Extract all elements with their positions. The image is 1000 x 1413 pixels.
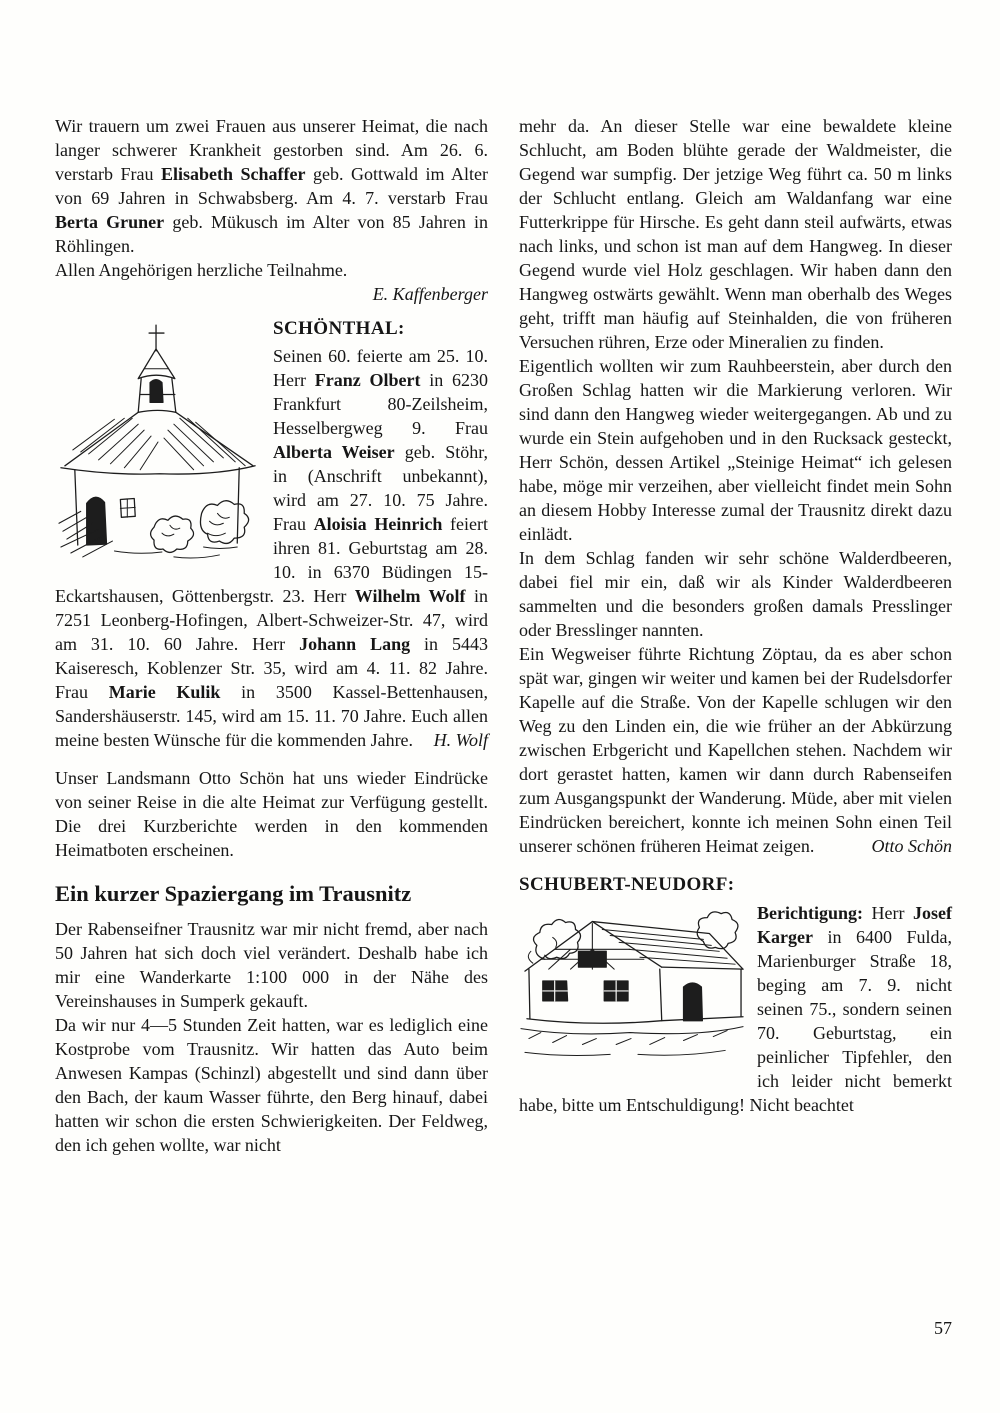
page-number: 57 [934, 1318, 952, 1338]
trausnitz-continuation-3: In dem Schlag fanden wir sehr schöne Walderdbeeren, dabei fiel mir ein, daß wir als Kinder Walderdbeeren sammelten und die besonders großen damals Presslinger oder Bresslinger nannten. [519, 548, 952, 640]
schubert-neudorf-heading: SCHUBERT-NEUDORF: [519, 874, 735, 895]
trausnitz-article-heading: Ein kurzer Spaziergang im Trausnitz [55, 881, 412, 906]
schoenthal-signature-text: H. Wolf [433, 730, 488, 750]
condolence-line: Allen Angehörigen herzliche Teilnahme. [55, 260, 348, 280]
schoenthal-heading: SCHÖNTHAL: [273, 318, 405, 339]
left-column [55, 114, 488, 1157]
obituary-paragraph: Wir trauern um zwei Frauen aus unserer Heimat, die nach langer schwerer Krankheit gestorben sind. Am 26. 6. verstarb Frau Elisabeth Schaffer geb. Gottwald im Alter von 69 Jahren in Schwabsberg. Am 4. 7. verstarb Frau Berta Gruner geb. Mükusch im Alter von 85 Jahren in Röhlingen. [55, 116, 489, 256]
schoenthal-birthdays-paragraph: Seinen 60. feierte am 25. 10. Herr Franz Olbert in 6230 Frankfurt 80-Zeilsheim, Hesselbergweg 9. Frau Alberta Weiser geb. Stöhr, in (Anschrift unbekannt), wird am 27. 10. 75 Jahre. Frau Aloisia Heinrich feiert ihren 81. Geburtstag am 28. 10. in 6370 Büdingen 15-Eckartshausen, Göttenbergstr. 23. Herr Wilhelm Wolf in 7251 Leonberg-Hofingen, Albert-Schweizer-Str. 47, wird am 31. 10. 60 Jahre. Herr Johann Lang in 5443 Kaiseresch, Koblenzer Str. 35, wird am 4. 11. 82 Jahre. Frau Marie Kulik in 3500 Kassel-Bettenhausen, Sandershäuserstr. 145, wird am 15. 11. 70 Jahre. Euch allen meine besten Wünsche für die kommenden Jahre. [55, 346, 489, 750]
right-column [519, 114, 952, 1157]
trausnitz-continuation-4: Ein Wegweiser führte Richtung Zöptau, da es aber schon spät war, gingen wir weiter und kamen bei der Rudelsdorfer Kapelle auf die Straße. Von der Kapelle schlugen wir den Weg zu den Linden ein, die wie früher an der Abkürzung zwischen Erbgericht und Kapellchen stehen. Nachdem wir dort gerastet hatten, kamen wir dann durch Rabenseifen zum Ausgangspunkt der Wanderung. Müde, aber mit vielen Eindrücken bereichert, konnte ich meinen Sohn einen Teil unserer schönen früheren Heimat zeigen. [519, 644, 952, 856]
schubert-neudorf-paragraph: Berichtigung: Herr Josef Karger in 6400 Fulda, Marienburger Straße 18, beging am 7. 9. nicht seinen 75., sondern seinen 70. Geburtstag, ein peinlicher Tipfehler, den ich leider nicht bemerkt habe, bitte um Entschuldigung! Nicht beachtet [519, 903, 952, 1115]
trausnitz-paragraph-2: Da wir nur 4—5 Stunden Zeit hatten, war es lediglich eine Kostprobe vom Trausnitz. Wir hatten das Auto beim Anwesen Kampas (Schinzl) abgestellt und sind dann über den Bach, der kaum Wasser führte, den Berg hinauf, dabei hatten wir schon die ersten Schwierigkeiten. Der Feldweg, den ich gehen wollte, war nicht [55, 1015, 488, 1155]
schoenthal-section [55, 316, 488, 752]
schubert-neudorf-section [519, 901, 952, 1117]
obituary-signature-text: E. Kaffenberger [372, 284, 488, 304]
church-sketch [55, 320, 263, 576]
trausnitz-continuation-2: Eigentlich wollten wir zum Rauhbeerstein, aber durch den Großen Schlag hatten wir die Markierung verloren. Wir sind dann den Hangweg wieder weitergegangen. Ab und zu wurde ein Stein aufgehoben und in den Rucksack gesteckt, Herr Schön, dessen Artikel „Steinige Heimat“ ich gelesen habe, möge mir verzeihen, aber vielleicht findet mein Sohn an diesem Hobby Interesse zumal der Trausnitz direkt dazu einlädt. [519, 356, 952, 544]
notice-paragraph: Unser Landsmann Otto Schön hat uns wieder Eindrücke von seiner Reise in die alte Heimat zur Verfügung gestellt. Die drei Kurzberichte werden in den kommenden Heimatboten erscheinen. [55, 768, 488, 860]
trausnitz-continuation-1: mehr da. An dieser Stelle war eine bewaldete kleine Schlucht, am Boden blühte gerade der Waldmeister, die Gegend war sumpfig. Der jetzige Weg führt ca. 50 m links der Schlucht entlang. Gleich am Waldanfang war eine Futterkrippe für Hirsche. Es geht dann steil aufwärts, etwas nach links, und schon ist man auf dem Hangweg. In dieser Gegend wurde viel Holz geschlagen. Wir haben dann den Hangweg ostwärts gewählt. Wenn man oberhalb des Weges geht, trifft man häufig auf Steinhalden, die von früheren Versuchen rühren, Erze oder Mineralien zu finden. [519, 116, 952, 352]
house-sketch [519, 907, 745, 1071]
obituary-signature [55, 282, 488, 306]
trausnitz-signature-text: Otto Schön [871, 836, 952, 856]
trausnitz-paragraph-1: Der Rabenseifner Trausnitz war mir nicht fremd, aber nach 50 Jahren hat sich doch viel verändert. Deshalb habe ich mir eine Wanderkarte 1:100 000 in der Nähe des Vereinshauses in Sumperk gekauft. [55, 919, 488, 1011]
